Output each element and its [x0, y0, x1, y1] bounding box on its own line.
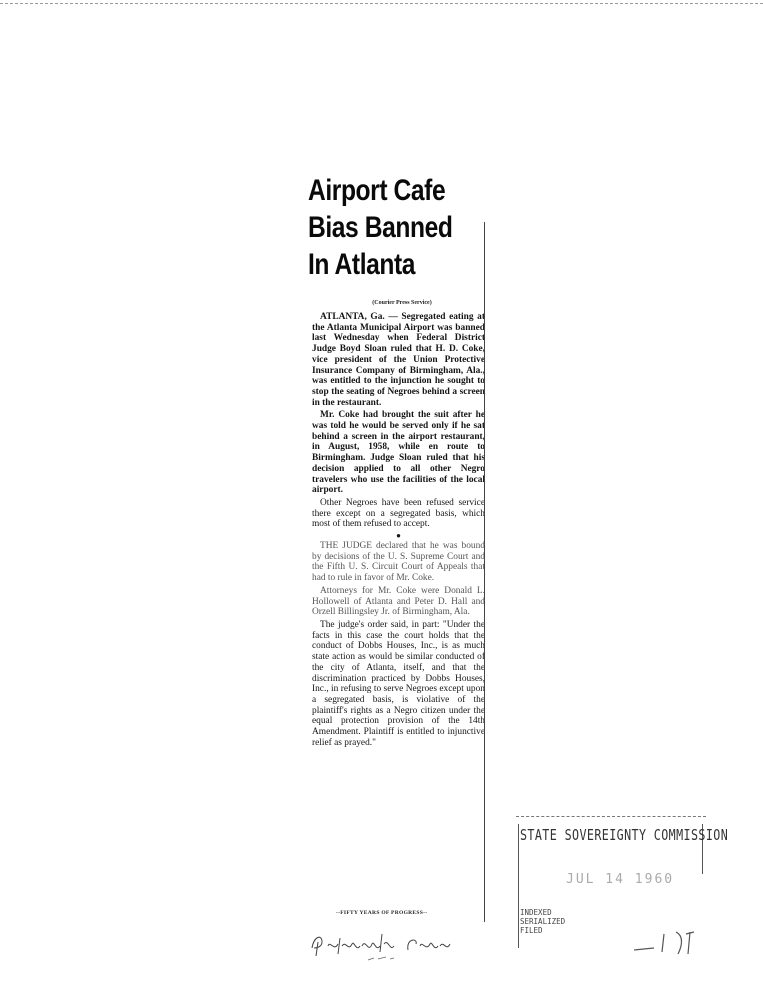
- newspaper-footer-slogan: --FIFTY YEARS OF PROGRESS--: [336, 910, 428, 916]
- commission-stamp: [516, 816, 729, 956]
- article-paragraph: Other Negroes have been refused service there except on a segregated basis, which most of them refused to accept.: [312, 497, 485, 530]
- headline-line: In Atlanta: [308, 248, 416, 281]
- stamp-date: JUL 14 1960: [566, 872, 675, 887]
- stamp-title: STATE SOVEREIGNTY COMMISSION: [520, 826, 729, 844]
- section-bullet-icon: ●: [396, 531, 401, 541]
- article-headline: [308, 172, 456, 283]
- handwritten-source-note: [308, 926, 478, 966]
- stamp-line: SERIALIZED: [520, 917, 566, 926]
- stamp-signature-mark: [624, 926, 704, 956]
- service-credit: (Courier Press Service): [372, 300, 432, 306]
- article-paragraph: ATLANTA, Ga. — Segregated eating at the Atlanta Municipal Airport was banned last Wednesday when Federal District Judge Boyd Sloan ruled that H. D. Coke, vice president of the Union Protective Insurance Company of Birmingham, Ala., was entitled to the injunction he sought to stop the seating of Negroes behind a screen in the restaurant.: [312, 312, 485, 408]
- headline-line: Bias Banned: [308, 211, 453, 244]
- scan-top-dashed-border: [0, 3, 763, 4]
- stamp-line: FILED: [520, 926, 543, 935]
- column-edge-rule: [484, 222, 485, 922]
- article-paragraph: The judge's order said, in part: "Under the facts in this case the court holds that the conduct of Dobbs Houses, Inc., is as much state action as would be similar conducted of the city of Atlanta, itself, and that the discrimination practiced by Dobbs Houses, Inc., in refusing to serve Negroes except upon a segregated basis, is violative of the plaintiff's rights as a Negro citizen under the equal protection provision of the 14th Amendment. Plaintiff is entitled to injunctive relief as prayed.": [312, 619, 485, 748]
- article-body: [312, 312, 485, 750]
- stamp-line: INDEXED: [520, 908, 552, 917]
- article-paragraph: THE JUDGE declared that he was bound by decisions of the U. S. Supreme Court and the Fifth U. S. Circuit Court of Appeals that had to rule in favor of Mr. Coke.: [312, 541, 485, 584]
- headline-line: Airport Cafe: [308, 174, 446, 207]
- newspaper-clipping: [308, 162, 488, 922]
- stamp-dashed-edge: [516, 816, 706, 817]
- stamp-left-border: [518, 824, 519, 948]
- stamp-filing-lines: [520, 908, 610, 935]
- article-paragraph: Mr. Coke had brought the suit after he was told he would be served only if he sat behind a screen in the airport restaurant, in August, 1958, while en route to Birmingham. Judge Sloan ruled that his decision applied to all other Negro travelers who use the facilities of the local airport.: [312, 410, 485, 496]
- article-paragraph: Attorneys for Mr. Coke were Donald L. Hollowell of Atlanta and Peter D. Hall and Orzell Billingsley Jr. of Birmingham, Ala.: [312, 585, 485, 618]
